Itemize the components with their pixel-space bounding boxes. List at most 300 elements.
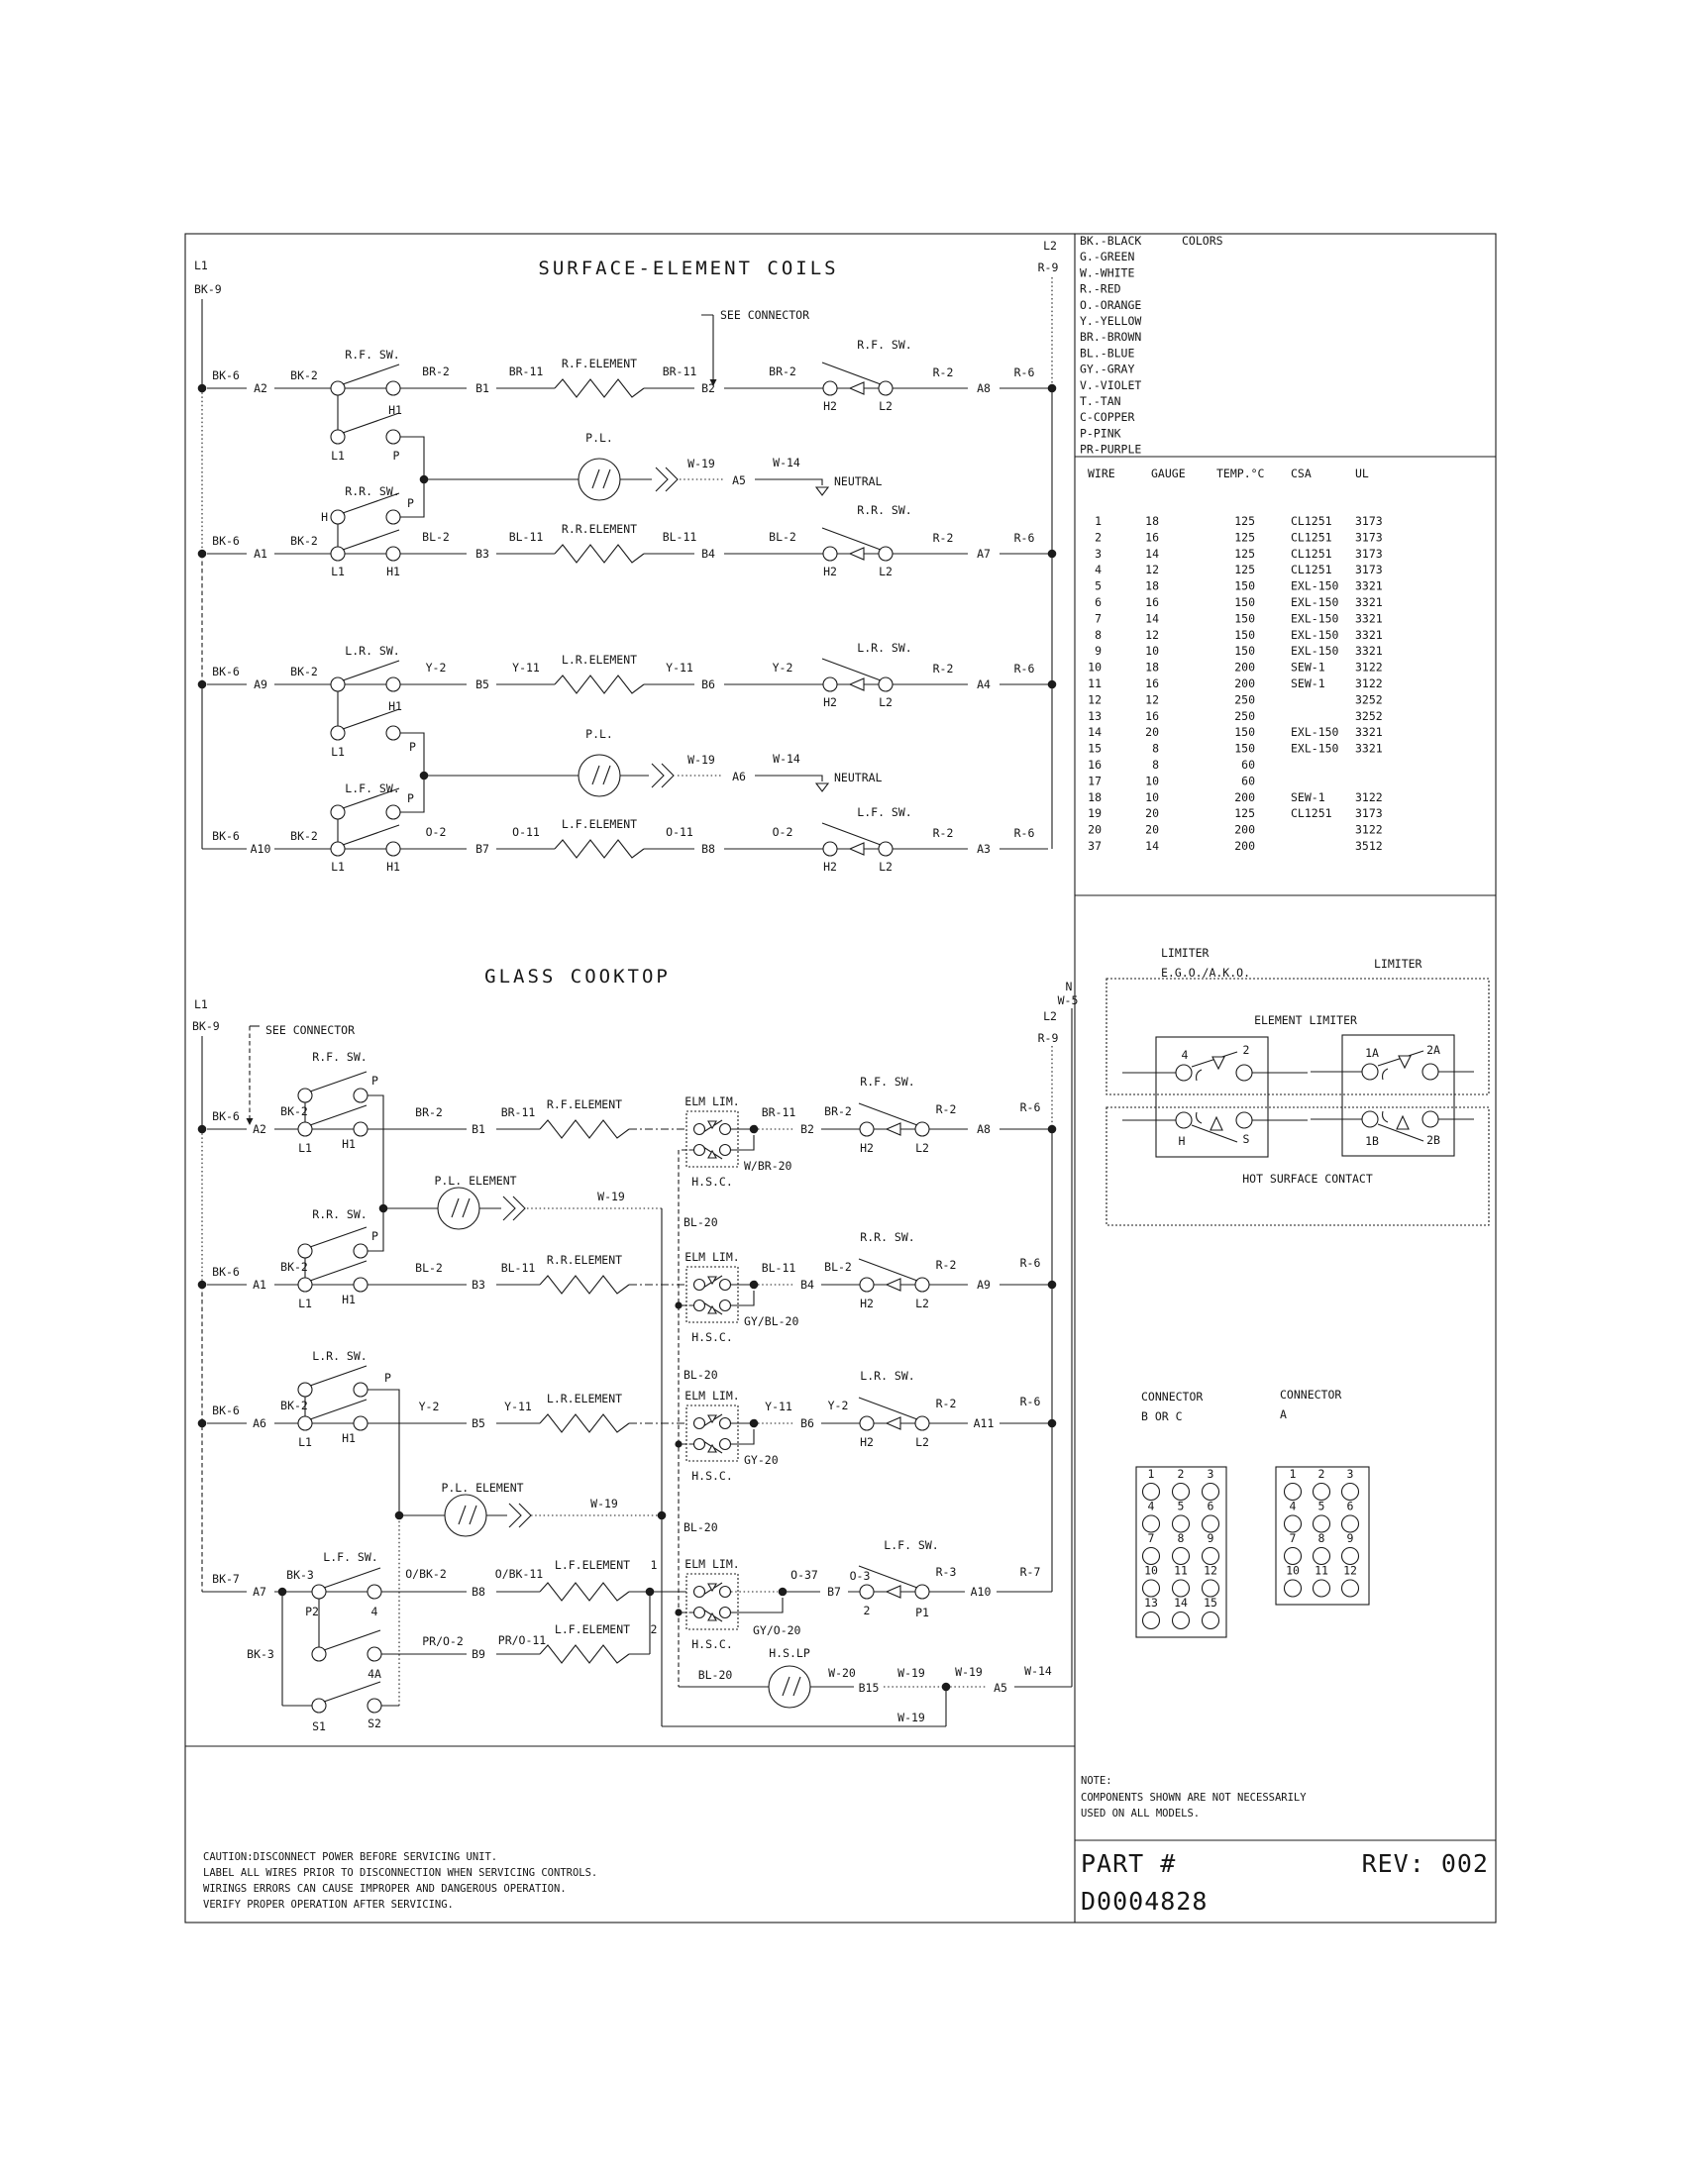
component-label: R.R. SW. [345,484,400,498]
pin-number: 2 [1317,1467,1325,1481]
wire-label: BL-2 [415,1261,443,1275]
wire-label: Y-11 [504,1400,532,1413]
surface-pilot-1 [428,431,883,500]
pin-circle [1314,1515,1330,1532]
surface-row-lf [202,776,1048,874]
terminal-label: 2A [1426,1043,1440,1057]
terminal-label: 1A [1365,1046,1379,1060]
caution-line: LABEL ALL WIRES PRIOR TO DISCONNECTION WHEN SERVICING CONTROLS. [203,1867,598,1879]
terminal-label: L1 [298,1297,312,1310]
wire-label: O-11 [512,825,540,839]
wire-label: BK-2 [290,665,318,678]
legend-header: COLORS [1182,234,1223,248]
terminal-label: H1 [388,403,402,417]
connector-b-title: CONNECTOR [1141,1390,1204,1404]
cell-wire: 20 [1088,822,1102,837]
cell-ul: 3122 [1355,789,1383,804]
terminal-label: P [409,740,416,754]
switch-contact [298,1227,368,1258]
cell-temp: 150 [1234,725,1255,740]
component-label: H.S.C. [691,1330,733,1344]
component-label: L.R.ELEMENT [546,1392,623,1405]
terminal-label: B5 [472,1416,485,1430]
rail-label-l1: L1 [194,997,208,1011]
cell-wire: 37 [1088,839,1102,853]
limiter-subtitle: E.G.O./A.K.O. [1161,966,1251,980]
cell-gauge: 18 [1145,578,1159,593]
pin-number: 12 [1204,1563,1217,1578]
cell-gauge: 20 [1145,725,1159,740]
note-line: COMPONENTS SHOWN ARE NOT NECESSARILY [1081,1792,1307,1804]
wire-label: R-6 [1013,662,1035,676]
terminal-label: A2 [254,381,267,395]
wire-label: BL-11 [662,530,697,544]
pin-number: 3 [1346,1467,1354,1481]
cell-gauge: 12 [1145,627,1159,642]
wire-label: R-2 [932,531,954,545]
terminal-label: H2 [860,1141,874,1155]
resistor-element [540,1120,629,1138]
component-label: L.F.ELEMENT [554,1558,631,1572]
switch-contact [298,1366,368,1397]
wire-label: PR/O-11 [497,1633,547,1647]
pilot-lamp [438,1188,479,1229]
terminal-label: 2B [1426,1133,1440,1147]
connector-chevron [652,764,674,787]
terminal-label: B7 [827,1585,841,1599]
cell-gauge: 8 [1152,741,1159,756]
wire-label: GY/BL-20 [744,1314,799,1328]
wire-label: Y-2 [827,1399,849,1412]
cell-gauge: 14 [1145,546,1159,561]
hot-surface-contact-label: HOT SURFACE CONTACT [1242,1172,1373,1186]
cell-csa: CL1251 [1291,563,1332,577]
connector-b-subtitle: B OR C [1141,1409,1183,1423]
note-block [1081,1775,1307,1820]
cell-gauge: 10 [1145,774,1159,788]
pin-number: 5 [1317,1499,1325,1513]
cell-ul: 3321 [1355,741,1383,756]
table-header: UL [1355,467,1369,480]
wire-label: BK-6 [212,665,240,678]
wire-label: BR-2 [415,1105,443,1119]
terminal-label: B6 [701,677,715,691]
table-header: TEMP.°C [1216,467,1265,480]
component-label: R.R.ELEMENT [546,1253,623,1267]
terminal-label: B5 [475,677,489,691]
note-line: NOTE: [1081,1775,1112,1787]
cell-wire: 10 [1088,660,1102,675]
switch-contact [312,1568,381,1599]
terminal-label: H2 [823,565,837,578]
surface-row-rf [207,338,1048,479]
cell-wire: 9 [1095,644,1102,659]
terminal-label: H1 [388,699,402,713]
wire-label: BR-2 [422,364,450,378]
table-header: GAUGE [1151,467,1186,480]
wire-label: BL-2 [769,530,796,544]
terminal-label: A3 [977,842,991,856]
pin-number: 11 [1174,1563,1188,1578]
limiter-contact [694,1583,731,1598]
cell-csa: EXL-150 [1291,644,1339,659]
legend-item: V.-VIOLET [1080,377,1142,392]
terminal-label: P1 [915,1606,929,1619]
cell-ul: 3252 [1355,692,1383,707]
pin-number: 5 [1177,1499,1185,1513]
cell-csa: EXL-150 [1291,741,1339,756]
wire-label: Y-11 [666,661,693,675]
terminal-label: A5 [732,473,746,487]
cell-ul: 3173 [1355,546,1383,561]
wire-label: BK-6 [212,534,240,548]
wire-label: W/BR-20 [744,1159,792,1173]
terminal-label: H [321,510,328,524]
component-label: ELM LIM. [684,1389,740,1403]
resistor-element [540,1645,629,1663]
wire-label: GY-20 [744,1453,779,1467]
wire-label: O-2 [425,825,447,839]
cell-ul: 3122 [1355,676,1383,690]
wire-label: BL-20 [697,1668,733,1682]
cell-gauge: 14 [1145,839,1159,853]
cell-temp: 150 [1234,578,1255,593]
cell-gauge: 10 [1145,644,1159,659]
wire-label: R-6 [1013,531,1035,545]
terminal-label: A10 [250,842,271,856]
cell-wire: 19 [1088,806,1102,821]
cell-csa: EXL-150 [1291,627,1339,642]
cell-csa: CL1251 [1291,806,1332,821]
cell-temp: 150 [1234,741,1255,756]
pin-circle [1143,1580,1160,1597]
wire-label: Y-11 [512,661,540,675]
component-label: R.F.ELEMENT [546,1097,623,1111]
cell-temp: 200 [1234,789,1255,804]
connector-detail [1136,1388,1369,1637]
cell-ul: 3252 [1355,708,1383,723]
cell-temp: 150 [1234,644,1255,659]
cell-temp: 200 [1234,660,1255,675]
legend-item: O.-ORANGE [1080,297,1142,312]
switch-contact [331,661,400,691]
wire-label: W-19 [597,1190,625,1203]
wire-label: Y-2 [425,661,447,675]
pin-circle [1285,1548,1302,1565]
see-connector-note: SEE CONNECTOR [265,1023,356,1037]
terminal-label: A4 [977,677,991,691]
pin-number: 14 [1174,1596,1188,1610]
pin-circle [1314,1548,1330,1565]
wire-label: O-2 [772,825,793,839]
cell-ul: 3321 [1355,627,1383,642]
cell-temp: 250 [1234,708,1255,723]
wire-label: BR-11 [500,1105,536,1119]
wire-label: R-6 [1013,826,1035,840]
pin-circle [1173,1515,1190,1532]
cell-csa: SEW-1 [1291,789,1325,804]
terminal-label: B2 [701,381,715,395]
component-label: L.R.ELEMENT [561,653,638,667]
wire-label: O-3 [849,1569,871,1583]
wire-label: W-19 [590,1497,618,1510]
table-header: CSA [1291,467,1312,480]
pin-number: 12 [1343,1563,1357,1578]
switch-contact [822,528,893,561]
revision-label: REV: 002 [1361,1849,1489,1878]
cooktop-pilot-1 [387,1174,662,1229]
pin-number: 10 [1144,1563,1158,1578]
pilot-lamp [579,755,620,796]
terminal-label: P [392,449,400,463]
pin-circle [1143,1484,1160,1501]
cell-gauge: 14 [1145,611,1159,626]
component-label: L.F. SW. [345,781,400,795]
caution-line: WIRINGS ERRORS CAN CAUSE IMPROPER AND DANGEROUS OPERATION. [203,1883,567,1895]
wire-label: W-14 [1024,1664,1052,1678]
rail-label-l1: L1 [194,259,208,272]
rail-label-bk9: BK-9 [194,282,222,296]
terminal-label: L1 [331,860,345,874]
terminal-label: H [1178,1134,1186,1148]
component-label: L.R. SW. [345,644,400,658]
wire-label: BK-6 [212,1109,240,1123]
wire-label: BK-3 [247,1647,274,1661]
cell-wire: 14 [1088,725,1102,740]
resistor-element [540,1414,629,1432]
pin-circle [1342,1580,1359,1597]
cell-ul: 3173 [1355,530,1383,545]
cell-temp: 125 [1234,514,1255,528]
pin-number: 4 [1147,1499,1155,1513]
switch-contact [822,659,893,691]
component-label: 1 [650,1558,658,1572]
component-label: L.R. SW. [857,641,912,655]
terminal-label: A10 [970,1585,992,1599]
terminal-label: L2 [915,1141,929,1155]
terminal-label: 1B [1365,1134,1379,1148]
switch-contact [298,1261,368,1292]
pin-circle [1143,1548,1160,1565]
component-label: L.R. SW. [860,1369,915,1383]
wire-label: R-6 [1013,365,1035,379]
cell-wire: 11 [1088,676,1102,690]
terminal-label: P [384,1371,391,1385]
cell-temp: 125 [1234,806,1255,821]
pin-number: 11 [1315,1563,1328,1578]
see-connector-note: SEE CONNECTOR [720,308,810,322]
cell-ul: 3173 [1355,514,1383,528]
cell-csa: SEW-1 [1291,676,1325,690]
terminal-label: H1 [386,565,400,578]
pilot-lamp [445,1495,486,1536]
surface-section [194,239,1058,874]
wire-label: R-6 [1019,1395,1041,1408]
legend-item: P-PINK [1080,426,1121,441]
cell-ul: 3321 [1355,725,1383,740]
cooktop-section [192,966,1078,1733]
terminal-label: A8 [977,381,991,395]
wire-label: BR-2 [769,364,796,378]
cell-wire: 4 [1095,563,1102,577]
cell-wire: 17 [1088,774,1102,788]
cell-gauge: 8 [1152,758,1159,772]
pin-number: 7 [1289,1531,1297,1545]
pin-number: 1 [1289,1467,1297,1481]
surface-junction-dots [198,384,1057,780]
cell-temp: 250 [1234,692,1255,707]
neutral-ground-symbol [816,783,828,791]
component-label: L.F. SW. [884,1538,939,1552]
wire-label: BK-7 [212,1572,240,1586]
wire-label: R-3 [935,1565,957,1579]
wire-label: Y-2 [772,661,793,675]
resistor-element [555,545,644,563]
wire-label: W-19 [897,1711,925,1724]
terminal-label: NEUTRAL [834,474,883,488]
terminal-label: H2 [823,399,837,413]
cell-csa: CL1251 [1291,530,1332,545]
legend-item: BR.-BROWN [1080,330,1142,345]
cell-temp: 60 [1241,758,1255,772]
legend-item: C-COPPER [1080,410,1135,425]
limiter-contact [694,1120,731,1135]
note-line: USED ON ALL MODELS. [1081,1808,1201,1820]
terminal-label: A2 [253,1122,266,1136]
terminal-label: B1 [475,381,489,395]
pin-circle [1173,1484,1190,1501]
legend-item: W.-WHITE [1080,265,1135,280]
terminal-label: L2 [879,565,893,578]
cell-wire: 16 [1088,758,1102,772]
pin-circle [1285,1515,1302,1532]
switch-contact [298,1072,368,1102]
cell-gauge: 18 [1145,660,1159,675]
cell-gauge: 20 [1145,822,1159,837]
pin-number: 4 [1289,1499,1297,1513]
component-label: R.R. SW. [857,503,912,517]
wire-label: BL-20 [684,1368,718,1382]
caution-line: CAUTION:DISCONNECT POWER BEFORE SERVICING UNIT. [203,1851,498,1863]
terminal-label: L1 [331,565,345,578]
pin-circle [1314,1484,1330,1501]
cooktop-row-rf [207,1050,1048,1208]
switch-contact [298,1105,368,1136]
pin-circle [1342,1548,1359,1565]
legend-item: R.-RED [1080,281,1121,296]
rail-label-r9: R-9 [1037,1031,1059,1045]
pin-number: 3 [1207,1467,1214,1481]
wire-label: R-2 [935,1102,957,1116]
wire-label: R-2 [932,365,954,379]
terminal-label: H1 [342,1137,356,1151]
cell-temp: 200 [1234,839,1255,853]
wire-label: BK-6 [212,1265,240,1279]
pin-circle [1203,1612,1219,1629]
color-legend [1080,234,1223,457]
title-block [1081,1849,1489,1916]
switch-contact [859,1398,929,1430]
limiter-switch [1176,1112,1252,1142]
wire-label: BL-11 [500,1261,536,1275]
wire-label: BK-2 [290,829,318,843]
legend-item: BK.-BLACK [1080,234,1142,248]
wire-label: W-19 [687,753,715,767]
cell-ul: 3122 [1355,822,1383,837]
connector-a-subtitle: A [1280,1407,1287,1421]
cell-temp: 150 [1234,595,1255,609]
component-label: H.S.C. [691,1175,733,1189]
terminal-label: A11 [973,1416,995,1430]
pin-number: 13 [1144,1596,1158,1610]
terminal-label: A8 [977,1122,991,1136]
resistor-element [540,1583,629,1601]
pin-circle [1342,1484,1359,1501]
component-label: R.F. SW. [860,1075,915,1089]
terminal-label: A6 [732,770,746,783]
cell-ul: 3173 [1355,806,1383,821]
component-label: L.F.ELEMENT [554,1622,631,1636]
terminal-label: B7 [475,842,489,856]
component-label: R.F. SW. [857,338,912,352]
cell-csa: EXL-150 [1291,578,1339,593]
wire-label: R-2 [932,662,954,676]
wire-label: W-19 [897,1666,925,1680]
component-label: H.S.C. [691,1469,733,1483]
terminal-label: H1 [342,1293,356,1306]
wire-label: BK-6 [212,829,240,843]
terminal-label: L2 [915,1435,929,1449]
terminal-label: 4 [370,1605,378,1618]
wire-label: R-2 [935,1397,957,1410]
terminal-label: A1 [253,1278,266,1292]
terminal-label: 2 [863,1604,871,1617]
terminal-label: H2 [860,1297,874,1310]
limiter-contact [694,1300,731,1315]
hot-surface-lamp [769,1666,810,1708]
terminal-label: S2 [368,1716,381,1730]
wire-label: BK-6 [212,1404,240,1417]
cell-wire: 8 [1095,627,1102,642]
pin-circle [1285,1580,1302,1597]
resistor-element [555,840,644,858]
pin-circle [1173,1612,1190,1629]
pilot-lamp [579,459,620,500]
neutral-ground-symbol [816,487,828,495]
wire-label: R-2 [935,1258,957,1272]
wire-label: BL-20 [684,1215,718,1229]
caution-line: VERIFY PROPER OPERATION AFTER SERVICING. [203,1899,454,1911]
pin-number: 6 [1207,1499,1214,1513]
wire-label: W-14 [773,752,800,766]
wire-label: BR-11 [761,1105,796,1119]
wire-label: W-19 [955,1665,983,1679]
cell-temp: 200 [1234,676,1255,690]
wire-label: W-20 [828,1666,856,1680]
table-header: WIRE [1088,467,1115,480]
terminal-label: NEUTRAL [834,771,883,784]
cell-wire: 15 [1088,741,1102,756]
cell-csa: EXL-150 [1291,611,1339,626]
terminal-label: 2 [1242,1043,1250,1057]
cell-wire: 5 [1095,578,1102,593]
wire-label: O/BK-2 [405,1567,447,1581]
terminal-label: B4 [800,1278,814,1292]
wire-label: BL-2 [824,1260,852,1274]
cell-ul: 3321 [1355,578,1383,593]
pin-number: 9 [1207,1531,1214,1545]
switch-contact [859,1259,929,1292]
